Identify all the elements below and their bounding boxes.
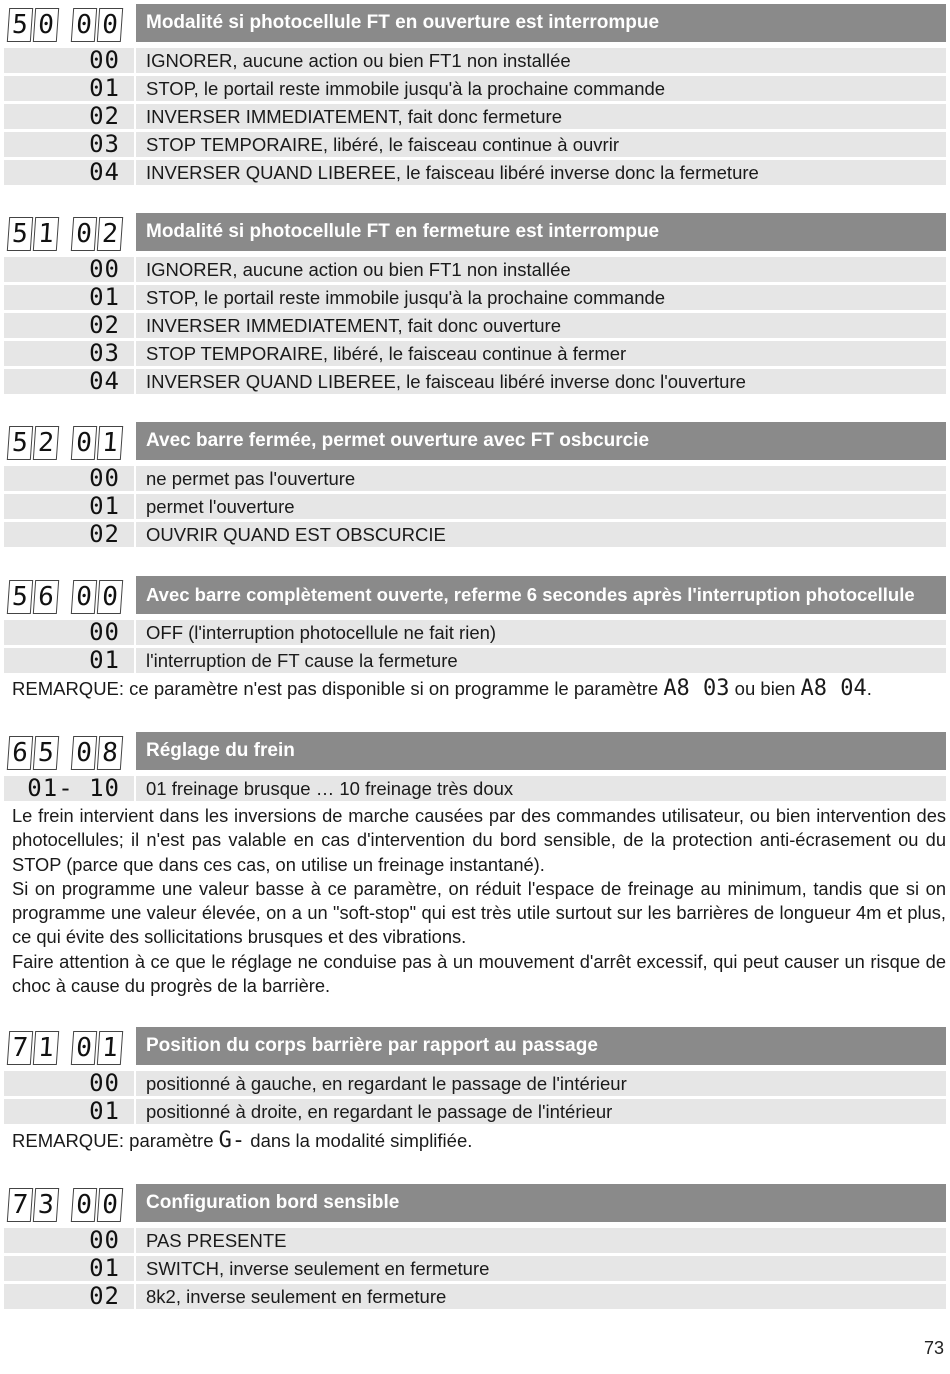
parameter-section-65 xyxy=(0,732,950,803)
option-text: STOP, le portail reste immobile jusqu'à la prochaine commande xyxy=(136,76,946,101)
parameter-display xyxy=(8,217,134,253)
option-code: 04 xyxy=(4,369,134,394)
display-digit: 6 xyxy=(7,736,33,770)
option-code: 00 xyxy=(4,257,134,282)
option-row xyxy=(0,75,950,103)
option-text: ne permet pas l'ouverture xyxy=(136,466,946,491)
display-digit: 8 xyxy=(97,736,123,770)
option-code: 01 xyxy=(4,1256,134,1281)
display-digit: 2 xyxy=(33,426,59,460)
parameter-display xyxy=(8,580,134,616)
parameter-header xyxy=(0,422,950,462)
option-text: STOP, le portail reste immobile jusqu'à la prochaine commande xyxy=(136,285,946,310)
option-row xyxy=(0,340,950,368)
parameter-title: Configuration bord sensible xyxy=(136,1184,946,1222)
parameter-header xyxy=(0,1184,950,1224)
option-row xyxy=(0,1227,950,1255)
option-code: 01 xyxy=(4,285,134,310)
option-row xyxy=(0,312,950,340)
option-row xyxy=(0,159,950,187)
display-digit: 0 xyxy=(71,426,97,460)
display-digit: 7 xyxy=(7,1188,33,1222)
option-row xyxy=(0,256,950,284)
option-text: STOP TEMPORAIRE, libéré, le faisceau continue à fermer xyxy=(136,341,946,366)
option-text: OFF (l'interruption photocellule ne fait rien) xyxy=(136,620,946,645)
parameter-header xyxy=(0,4,950,44)
option-text: INVERSER QUAND LIBEREE, le faisceau libéré inverse donc la fermeture xyxy=(136,160,946,185)
display-digit: 2 xyxy=(97,217,123,251)
parameter-display xyxy=(8,1031,134,1067)
parameter-code: G- xyxy=(218,1128,246,1153)
option-code: 04 xyxy=(4,160,134,185)
remark-suffix: . xyxy=(866,678,872,699)
page-number: 73 xyxy=(923,1338,944,1358)
display-digit: 1 xyxy=(33,217,59,251)
parameter-title: Avec barre fermée, permet ouverture avec FT osbcurcie xyxy=(136,422,946,460)
option-text: OUVRIR QUAND EST OBSCURCIE xyxy=(136,522,946,547)
parameter-section-71 xyxy=(0,1027,950,1126)
option-code: 00 xyxy=(4,620,134,645)
parameter-display xyxy=(8,8,134,44)
display-digit: 0 xyxy=(71,1031,97,1065)
remark-prefix: REMARQUE: paramètre xyxy=(12,1130,219,1151)
option-code: 02 xyxy=(4,313,134,338)
display-digit: 0 xyxy=(71,1188,97,1222)
parameter-title: Position du corps barrière par rapport au passage xyxy=(136,1027,946,1065)
parameter-title: Modalité si photocellule FT en ouverture est interrompue xyxy=(136,4,946,42)
paragraph: Le frein intervient dans les inversions de marche causées par des commandes utilisateur, ou bien intervention des photocellules; il n'est pas valable en cas d'intervention du bord sensible, de la protection anti-écrasement ou du STOP (parce que dans ces cas, on utilise un freinage instantané). xyxy=(12,805,946,875)
option-code: 03 xyxy=(4,132,134,157)
option-row xyxy=(0,103,950,131)
option-text: l'interruption de FT cause la fermeture xyxy=(136,648,946,673)
remark-middle: ou bien xyxy=(729,678,801,699)
option-row xyxy=(0,1283,950,1311)
option-row xyxy=(0,521,950,549)
parameter-title: Avec barre complètement ouverte, referme 6 secondes après l'interruption photocellule xyxy=(136,576,946,614)
option-row xyxy=(0,1098,950,1126)
option-code: 03 xyxy=(4,341,134,366)
option-text: IGNORER, aucune action ou bien FT1 non installée xyxy=(136,48,946,73)
parameter-display xyxy=(8,426,134,462)
option-row xyxy=(0,131,950,159)
paragraph: Si on programme une valeur basse à ce paramètre, on réduit l'espace de freinage au minimum, tandis que si on programme une valeur élevée, on a un "soft-stop" qui est très utile surtout sur les barrières de longueur 4m et plus, ce qui évite des sollicitations brusques et des vibrations. xyxy=(12,877,946,948)
option-code: 00 xyxy=(4,1228,134,1253)
option-text: positionné à droite, en regardant le passage de l'intérieur xyxy=(136,1099,946,1124)
option-text: INVERSER IMMEDIATEMENT, fait donc fermeture xyxy=(136,104,946,129)
display-digit: 3 xyxy=(33,1188,59,1222)
parameter-code: A8 03 xyxy=(663,676,730,701)
remark-middle: dans la modalité simplifiée. xyxy=(245,1130,473,1151)
option-code: 02 xyxy=(4,104,134,129)
option-code: 02 xyxy=(4,522,134,547)
option-text: SWITCH, inverse seulement en fermeture xyxy=(136,1256,946,1281)
parameter-title: Modalité si photocellule FT en fermeture est interrompue xyxy=(136,213,946,251)
option-text: 01 freinage brusque … 10 freinage très doux xyxy=(136,776,946,801)
display-digit: 5 xyxy=(7,426,33,460)
display-digit: 1 xyxy=(97,426,123,460)
option-code: 01 xyxy=(4,1099,134,1124)
parameter-header xyxy=(0,213,950,253)
remark-note xyxy=(12,1129,946,1153)
display-digit: 0 xyxy=(71,217,97,251)
option-row xyxy=(0,47,950,75)
display-digit: 0 xyxy=(71,736,97,770)
parameter-section-51 xyxy=(0,213,950,396)
parameter-code: A8 04 xyxy=(800,676,867,701)
option-code: 01 xyxy=(4,648,134,673)
option-text: PAS PRESENTE xyxy=(136,1228,946,1253)
brake-description xyxy=(12,804,946,998)
display-digit: 5 xyxy=(7,8,33,42)
option-text: INVERSER QUAND LIBEREE, le faisceau libéré inverse donc l'ouverture xyxy=(136,369,946,394)
display-digit: 5 xyxy=(33,736,59,770)
display-digit: 0 xyxy=(97,8,123,42)
parameter-section-56 xyxy=(0,576,950,675)
option-text: positionné à gauche, en regardant le passage de l'intérieur xyxy=(136,1071,946,1096)
display-digit: 6 xyxy=(33,580,59,614)
paragraph: Faire attention à ce que le réglage ne conduise pas à un mouvement d'arrêt excessif, qui peut causer un risque de choc à cause du progrès de la barrière. xyxy=(12,950,946,997)
option-row xyxy=(0,493,950,521)
display-digit: 1 xyxy=(97,1031,123,1065)
option-code: 00 xyxy=(4,466,134,491)
parameter-header xyxy=(0,576,950,616)
option-row xyxy=(0,619,950,647)
option-code: 00 xyxy=(4,48,134,73)
parameter-display xyxy=(8,1188,134,1224)
display-digit: 1 xyxy=(33,1031,59,1065)
display-digit: 0 xyxy=(97,1188,123,1222)
remark-prefix: REMARQUE: ce paramètre n'est pas disponible si on programme le paramètre xyxy=(12,678,664,699)
parameter-section-73 xyxy=(0,1184,950,1311)
remark-note xyxy=(12,677,946,701)
option-row xyxy=(0,775,950,803)
parameter-section-52 xyxy=(0,422,950,549)
option-text: INVERSER IMMEDIATEMENT, fait donc ouverture xyxy=(136,313,946,338)
display-digit: 0 xyxy=(33,8,59,42)
display-digit: 5 xyxy=(7,217,33,251)
parameter-header xyxy=(0,732,950,772)
display-digit: 0 xyxy=(71,8,97,42)
option-code: 01 xyxy=(4,494,134,519)
parameter-display xyxy=(8,736,134,772)
parameter-title: Réglage du frein xyxy=(136,732,946,770)
option-code: 00 xyxy=(4,1071,134,1096)
display-digit: 0 xyxy=(97,580,123,614)
option-text: 8k2, inverse seulement en fermeture xyxy=(136,1284,946,1309)
option-text: permet l'ouverture xyxy=(136,494,946,519)
option-row xyxy=(0,1255,950,1283)
option-row xyxy=(0,368,950,396)
display-digit: 0 xyxy=(71,580,97,614)
option-code: 01 xyxy=(4,76,134,101)
parameter-header xyxy=(0,1027,950,1067)
option-text: STOP TEMPORAIRE, libéré, le faisceau continue à ouvrir xyxy=(136,132,946,157)
option-code: 01- 10 xyxy=(4,776,134,801)
option-text: IGNORER, aucune action ou bien FT1 non installée xyxy=(136,257,946,282)
display-digit: 5 xyxy=(7,580,33,614)
option-row xyxy=(0,465,950,493)
option-row xyxy=(0,284,950,312)
option-row xyxy=(0,647,950,675)
option-row xyxy=(0,1070,950,1098)
display-digit: 7 xyxy=(7,1031,33,1065)
parameter-section-50 xyxy=(0,4,950,187)
option-code: 02 xyxy=(4,1284,134,1309)
